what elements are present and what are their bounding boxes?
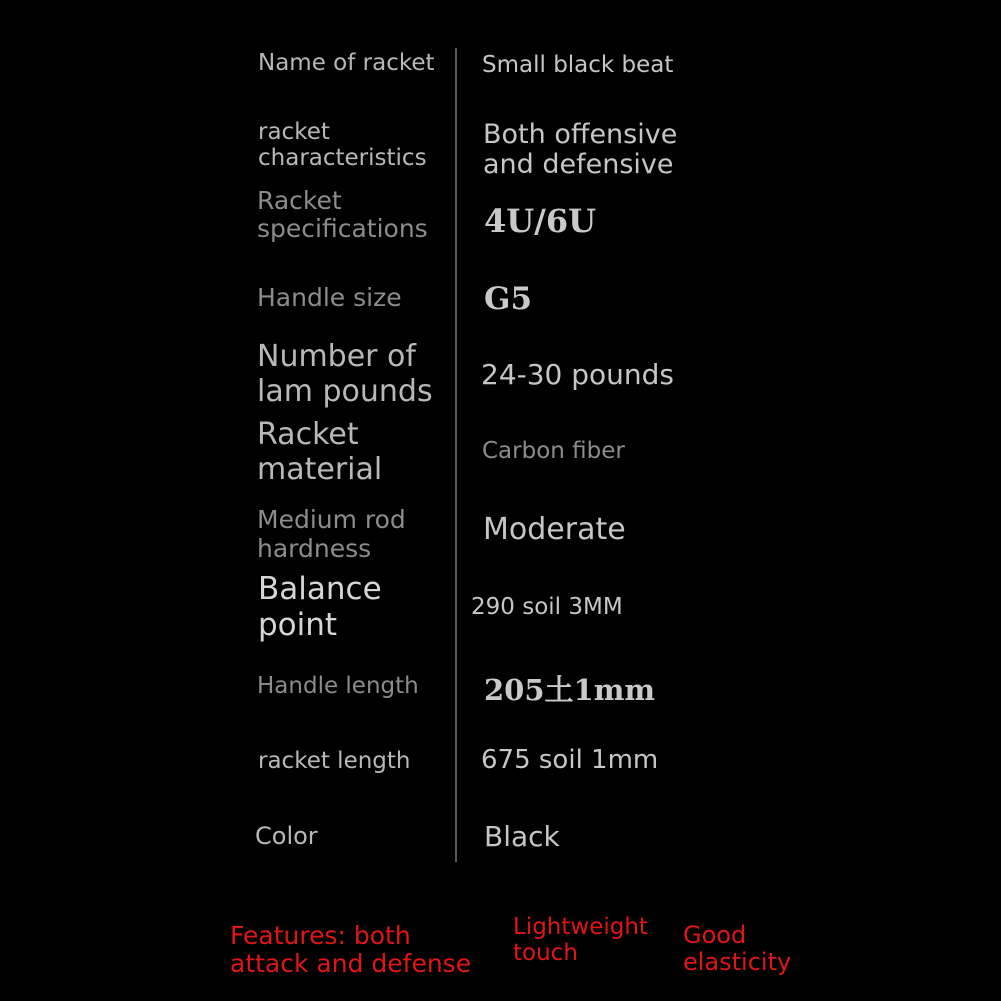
spec-label-handle-length: Handle length bbox=[257, 673, 419, 699]
spec-value-handle-length: 205土1mm bbox=[484, 673, 656, 707]
feature-attack-defense: Features: both attack and defense bbox=[230, 921, 472, 978]
spec-value-hardness: Moderate bbox=[483, 512, 626, 547]
spec-label-material: Racket material bbox=[257, 417, 383, 487]
spec-value-name: Small black beat bbox=[482, 52, 674, 78]
spec-label-name: Name of racket bbox=[258, 50, 435, 76]
spec-value-pounds: 24-30 pounds bbox=[481, 358, 675, 391]
feature-elasticity: Good elasticity bbox=[683, 921, 792, 976]
spec-value-balance: 290 soil 3MM bbox=[471, 594, 623, 620]
spec-label-handle-size: Handle size bbox=[257, 283, 402, 312]
spec-label-pounds: Number of lam pounds bbox=[257, 339, 433, 409]
spec-label-specifications: Racket specifications bbox=[257, 186, 428, 243]
spec-value-racket-length: 675 soil 1mm bbox=[481, 745, 659, 775]
spec-value-color: Black bbox=[484, 820, 560, 853]
spec-label-balance: Balance point bbox=[258, 571, 382, 643]
spec-value-characteristics: Both offensive and defensive bbox=[483, 119, 678, 180]
feature-lightweight: Lightweight touch bbox=[513, 914, 648, 966]
spec-label-characteristics: racket characteristics bbox=[258, 119, 427, 171]
spec-label-hardness: Medium rod hardness bbox=[257, 505, 406, 563]
spec-value-material: Carbon fiber bbox=[482, 438, 625, 464]
column-divider bbox=[455, 48, 457, 862]
spec-label-color: Color bbox=[255, 822, 318, 850]
spec-value-specifications: 4U/6U bbox=[484, 202, 597, 240]
spec-label-racket-length: racket length bbox=[258, 748, 411, 774]
spec-value-handle-size: G5 bbox=[484, 281, 533, 317]
